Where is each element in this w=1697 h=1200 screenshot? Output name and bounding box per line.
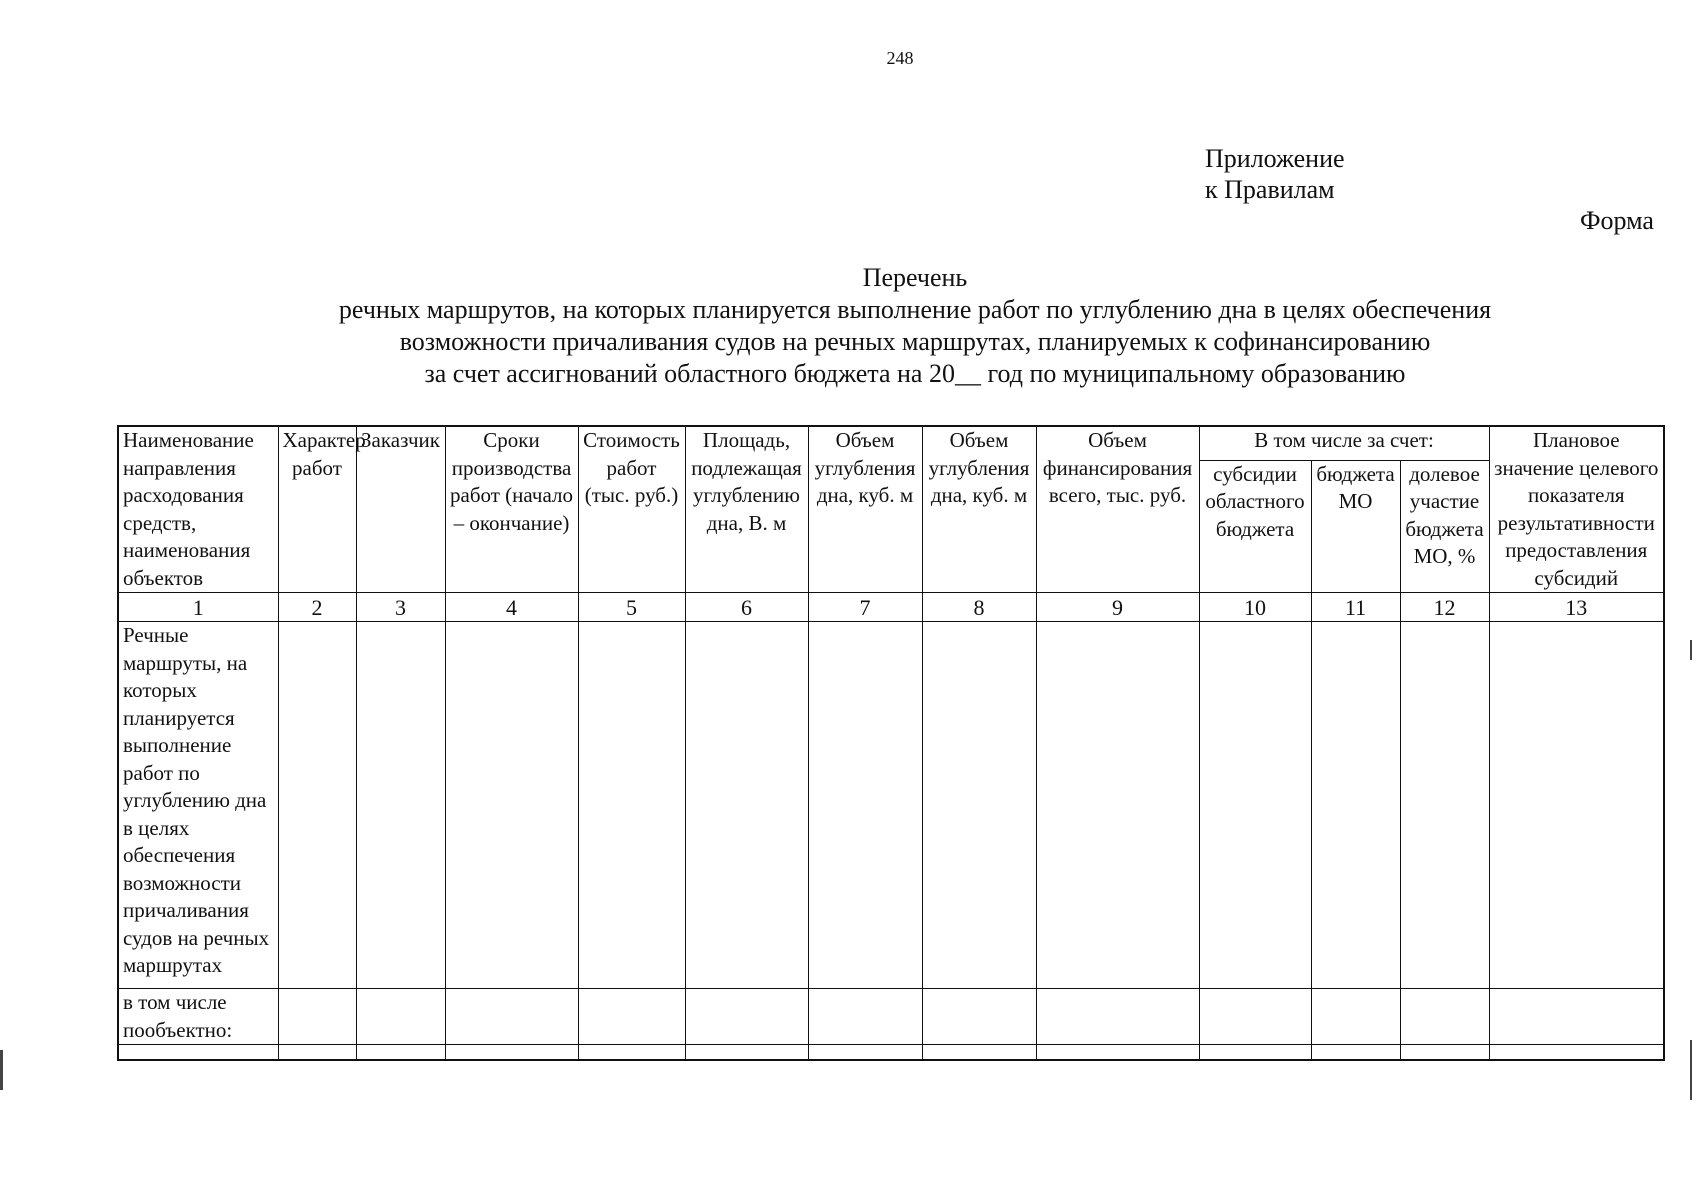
table-cell bbox=[1400, 1045, 1489, 1061]
table-cell bbox=[922, 622, 1036, 989]
appendix-line-1: Приложение bbox=[1205, 144, 1345, 173]
header-col-11: бюджета МО bbox=[1311, 460, 1400, 592]
table-cell bbox=[1489, 989, 1664, 1045]
table-cell bbox=[1036, 1045, 1199, 1061]
header-col-1: Наименование направления расходования средств, наименования объектов bbox=[118, 426, 278, 593]
title-line-3: возможности причаливания судов на речных маршрутах, планируемых к софинансированию bbox=[399, 327, 1431, 356]
table-cell bbox=[1199, 989, 1311, 1045]
appendix-line-2: к Правилам bbox=[1205, 175, 1335, 204]
table-cell bbox=[685, 1045, 808, 1061]
table-cell bbox=[356, 1045, 445, 1061]
scan-mark-right bbox=[1690, 640, 1692, 660]
column-number: 4 bbox=[445, 593, 578, 622]
table-cell bbox=[578, 1045, 685, 1061]
appendix-note bbox=[1205, 143, 1345, 205]
header-col-9: Объем финансирования всего, тыс. руб. bbox=[1036, 426, 1199, 593]
routes-table bbox=[117, 425, 1665, 1061]
row-label-main: Речные маршруты, на которых планируется выполнение работ по углублению дна в целях обеспечения возможности причаливания судов на речных маршрутах bbox=[118, 622, 278, 989]
header-row bbox=[118, 426, 1664, 460]
header-col-7: Объем углубления дна, куб. м bbox=[808, 426, 922, 593]
table-cell bbox=[278, 1045, 356, 1061]
table-cell bbox=[445, 989, 578, 1045]
header-col-12: долевое участие бюджета МО, % bbox=[1400, 460, 1489, 592]
table-cell bbox=[922, 1045, 1036, 1061]
table-cell bbox=[808, 622, 922, 989]
table-cell bbox=[922, 989, 1036, 1045]
table-cell bbox=[808, 1045, 922, 1061]
table-cell bbox=[445, 1045, 578, 1061]
table-cell bbox=[808, 989, 922, 1045]
scan-mark-left bbox=[0, 1050, 3, 1090]
table-row bbox=[118, 989, 1664, 1045]
table-cell bbox=[578, 622, 685, 989]
header-col-6: Площадь, подлежащая углублению дна, В. м bbox=[685, 426, 808, 593]
column-number: 2 bbox=[278, 593, 356, 622]
column-number: 12 bbox=[1400, 593, 1489, 622]
column-number: 7 bbox=[808, 593, 922, 622]
table-cell bbox=[1199, 622, 1311, 989]
table-cell bbox=[1400, 989, 1489, 1045]
table-cell bbox=[578, 989, 685, 1045]
column-number: 8 bbox=[922, 593, 1036, 622]
table-cell bbox=[1311, 989, 1400, 1045]
column-number: 1 bbox=[118, 593, 278, 622]
table-cell bbox=[1311, 622, 1400, 989]
page-number: 248 bbox=[886, 48, 914, 68]
table-cell bbox=[1489, 1045, 1664, 1061]
table-cell bbox=[356, 989, 445, 1045]
table-cell bbox=[356, 622, 445, 989]
column-number-row bbox=[118, 593, 1664, 622]
table-cell bbox=[1489, 622, 1664, 989]
column-number: 6 bbox=[685, 593, 808, 622]
title-line-1: Перечень bbox=[862, 263, 968, 292]
column-number: 9 bbox=[1036, 593, 1199, 622]
header-col-5: Стоимость работ (тыс. руб.) bbox=[578, 426, 685, 593]
title-line-4: за счет ассигнований областного бюджета на 20__ год по муниципальному образованию bbox=[424, 359, 1406, 388]
column-number: 10 bbox=[1199, 593, 1311, 622]
column-number: 13 bbox=[1489, 593, 1664, 622]
header-col-3: Заказчик bbox=[356, 426, 445, 593]
table-cell bbox=[278, 622, 356, 989]
header-col-13: Плановое значение целевого показателя результативности предоставления субсидий bbox=[1489, 426, 1664, 593]
row-label-sub: в том числе пообъектно: bbox=[118, 989, 278, 1045]
header-group: В том числе за счет: bbox=[1199, 426, 1489, 460]
table-cell bbox=[278, 989, 356, 1045]
column-number: 5 bbox=[578, 593, 685, 622]
table-cell bbox=[1199, 1045, 1311, 1061]
header-col-2: Характер работ bbox=[278, 426, 356, 593]
title-line-2: речных маршрутов, на которых планируется выполнение работ по углублению дна в целях обеспечения bbox=[338, 295, 1492, 324]
header-col-8: Объем углубления дна, куб. м bbox=[922, 426, 1036, 593]
table-row bbox=[118, 622, 1664, 989]
table-cell bbox=[1311, 1045, 1400, 1061]
table-cell bbox=[1036, 622, 1199, 989]
header-col-10: субсидии областного бюджета bbox=[1199, 460, 1311, 592]
column-number: 11 bbox=[1311, 593, 1400, 622]
scan-mark-right-lower bbox=[1690, 1040, 1692, 1100]
table-cell bbox=[1400, 622, 1489, 989]
document-title bbox=[240, 262, 1590, 390]
table-cell bbox=[118, 1045, 278, 1061]
table-cell bbox=[445, 622, 578, 989]
header-col-4: Сроки производства работ (начало – окончание) bbox=[445, 426, 578, 593]
table-cell bbox=[685, 622, 808, 989]
column-number: 3 bbox=[356, 593, 445, 622]
table-cell bbox=[685, 989, 808, 1045]
table-cell bbox=[1036, 989, 1199, 1045]
table-row bbox=[118, 1045, 1664, 1061]
form-label: Форма bbox=[1580, 206, 1654, 235]
